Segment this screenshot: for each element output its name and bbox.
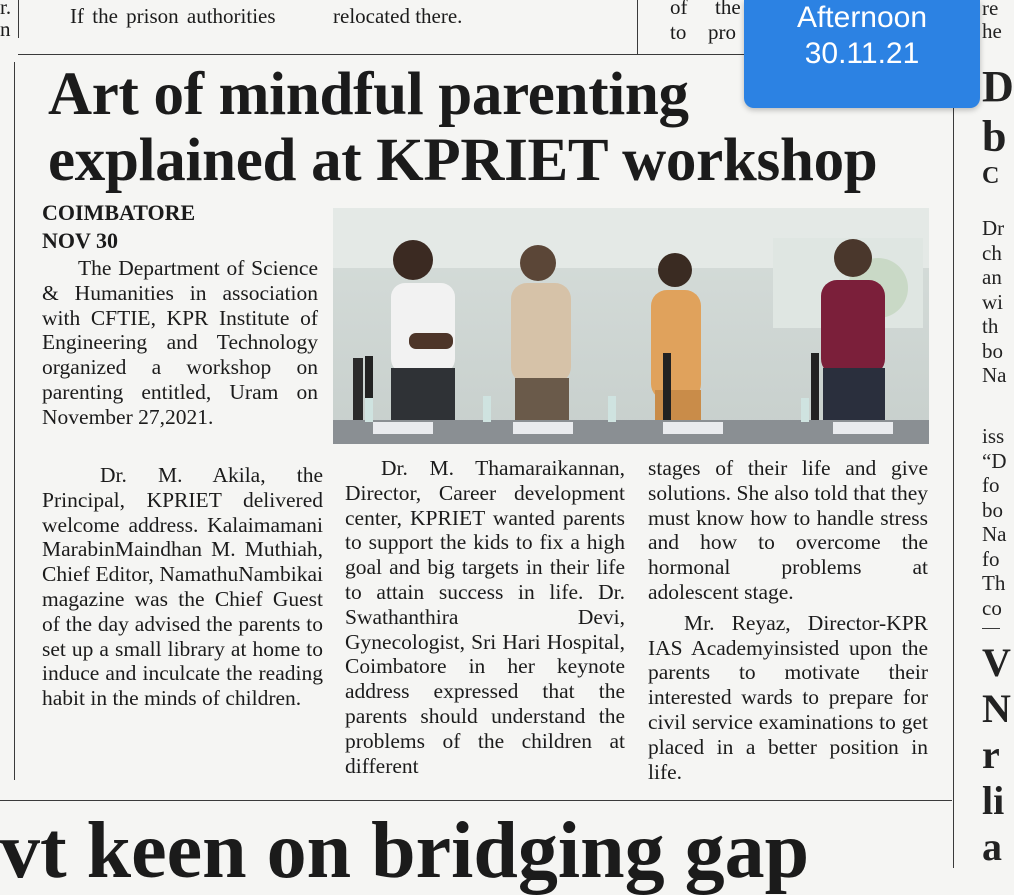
col3-paragraph-2: Mr. Reyaz, Director-KPR IAS Academyinsisted upon the parents to motivate their interested wards to prepare for civil service examinations to get placed in a better position in life. [648,610,928,784]
right-fragment: ch [982,240,1002,265]
right-fragment: bo [982,338,1003,363]
right-headline-fragment: li [982,778,1005,823]
right-fragment: co [982,595,1002,620]
top-right-word: pro [708,20,736,44]
top-right-word: of [670,0,688,19]
dateline-date: NOV 30 [42,228,118,253]
right-headline-fragment: b [982,112,1007,161]
col1-paragraph-1: The Department of Science & Humanities in association with CFTIE, KPR Institute of Engineering and Technology organized a workshop on parenting entitled, Uram on November 27,2021. [42,256,318,429]
right-fragment: th [982,314,999,338]
right-fragment: wi [982,289,1003,314]
top-col2-text: relocated there. [333,4,463,28]
right-fragment: Dr [982,216,1005,240]
right-headline-fragment: D [982,62,1014,111]
article-column-3 [648,456,928,784]
right-text-fragments-a [982,216,1007,388]
right-headline-fragment: r [982,732,1000,777]
article-column-1 [42,256,318,430]
right-text-fragments-b [982,424,1007,620]
article-column-2 [345,456,625,778]
col3-paragraph-1: stages of their life and give solutions. She also told that they must know how to handle stress and how to overcome the hormonal problems at adolescent stage. [648,456,928,604]
article-headline [48,62,928,194]
bottom-section-rule [0,800,952,801]
column-rule [18,0,19,38]
right-headline-fragment: V [982,640,1011,685]
top-col1-text: If the prison authorities [70,4,276,28]
right-fragment: bo [982,497,1003,522]
right-fragment: fo [982,546,1000,571]
right-fragment: he [982,19,1002,43]
next-article-headline: vt keen on bridging gap [0,807,810,895]
right-fragment: Na [982,522,1007,546]
col2-paragraph-1: Dr. M. Thamaraikannan, Director, Career development center, KPRIET wanted parents to support the kids to fix a high goal and big targets in their life to attain success in life. Dr. Swathanthira Devi, Gynecologist, Sri Hari Hospital, Coimbatore in her keynote address expressed that the parents should understand the problems of the children at different [345,456,625,778]
right-fragment: re [982,0,999,20]
right-bottom-headline-fragments [982,640,1011,870]
col1-paragraph-2: Dr. M. Akila, the Principal, KPRIET delivered welcome address. Kalaimamani MarabinMaindhan M. Muthiah, Chief Editor, NamathuNambikai magazine was the Chief Guest of the day advised the parents to set up a small library at home to induce and inculcate the reading habit in the minds of children. [42,463,323,711]
top-right-word: to [670,20,687,44]
stage-photo-illustration [333,208,929,444]
badge-edition: Afternoon [796,1,928,34]
headline-line-2: explained at KPRIET workshop [48,127,878,194]
article-column-1b [42,463,323,711]
right-fragment: iss [982,424,1005,448]
headline-line-1: Art of mindful parenting [48,61,689,128]
right-fragment: an [982,265,1002,289]
right-section-rule [982,628,1000,629]
right-fragment: Na [982,363,1007,387]
right-headline-fragment: N [982,686,1011,731]
right-fragment: Th [982,571,1006,595]
left-border-rule [14,62,15,780]
right-headline-fragment: a [982,824,1002,869]
top-left-fragment-2: n [0,17,11,41]
column-rule [637,0,638,54]
event-photo [333,208,929,444]
right-fragment: “D [982,448,1007,473]
right-column-rule [953,56,954,868]
top-right-word: the [715,0,741,19]
right-subhead-fragment: C [982,163,1000,189]
right-fragment: fo [982,473,1000,497]
dateline-city: COIMBATORE [42,200,196,225]
badge-date: 30.11.21 [804,37,920,70]
top-left-fragment: r. [0,0,12,19]
